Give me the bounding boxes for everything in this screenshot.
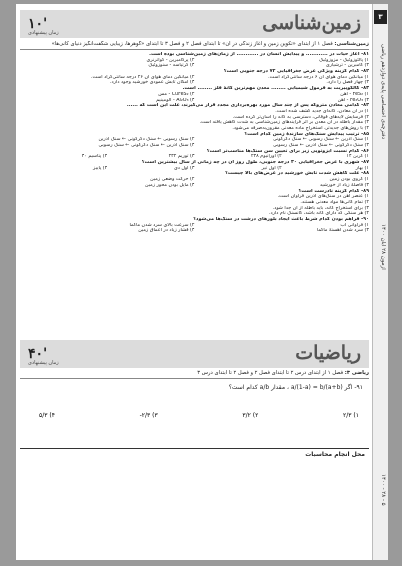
answer-option: ۲) اول تیر <box>261 165 282 171</box>
answer-option: ۱) کروی بودن زمین <box>329 177 369 183</box>
math-question-91 <box>20 382 369 442</box>
answer-option: ۴) Al₂O₃ - آلومینیم <box>156 97 195 103</box>
math-option-4: ۴) ۵/۳ <box>39 412 55 419</box>
question-stem: ۸۹- کدام گزینه نادرست است؟ <box>298 188 369 194</box>
answer-option: ۱) عنصر آهن در سنگ‌های آذرین فراوان است. <box>277 194 369 200</box>
answer-options-row <box>20 143 369 149</box>
answer-option: ۲) پرکامبرین - کواترنری <box>146 57 195 63</box>
answer-option: ۴) پاییز <box>93 165 108 171</box>
question-stem: ۸۱- آغاز حیات در ............ و پیدایش انسان در ............ از زمان‌های زمین‌شناسی بوده است. <box>149 52 369 57</box>
calculation-area-label: محل انجام محاسبات <box>305 451 365 458</box>
answer-option: ۳) مقدار باطله در آن معدن بر اثر فرآیندهای زمین‌شناسی به شدت کاهش یافته است. <box>199 120 369 126</box>
answer-option: ۲) حرکت وضعی زمین <box>150 177 195 183</box>
geology-title: زمین‌شناسی <box>262 12 361 34</box>
geology-topic-text: فصل ۱ از ابتدای «تکوین زمین و آغاز زندگی در آن» تا ابتدای فصل ۲ و فصل ۳ تا ابتدای «گوهرها، زیبایی شگفت‌انگیز دنیای کانی‌ها» <box>51 41 333 47</box>
page-number: ۳ <box>374 10 387 24</box>
answer-option: ۳) سرد شدن آهستۀ ماگما <box>316 228 369 234</box>
answer-option: ۴) مایل بودن محور زمین <box>145 182 195 188</box>
geology-time-caption: زمان پیشنهادی <box>28 30 59 36</box>
answer-option: ۱) سنگ آذرین ← سنگ رسوبی ← سنگ دگرگونی <box>272 137 369 143</box>
answer-option: ۲) تمام کانی‌ها مواد معدنی هستند. <box>300 199 369 205</box>
answer-option: ۳) برای استخراج کانه، باید باطله از آن جدا شود. <box>272 205 369 211</box>
answer-option: ۳) چهار فصل را دارد. <box>326 80 369 86</box>
answer-option: ۳) سنگ دگرگونی ← سنگ آذرین ← سنگ رسوبی <box>272 143 369 148</box>
answer-option: ۳) فاصلۀ زیاد از خورشید <box>319 182 369 188</box>
question-stem: ۹۰- فراهم بودن کدام شرط باعث ایجاد بلورهای درشت در سنگ‌ها می‌شود؟ <box>193 216 369 222</box>
answer-option: ۳) کامبرین - ترشیاری <box>325 63 369 69</box>
question-stem: ۸۲- کدام گزینه ویژگی عرض جغرافیایی ۷۲ درجه جنوبی است؟ <box>223 69 369 75</box>
calculation-area <box>20 448 369 555</box>
sidebar-vertical-text-2: آزمون ۲۸ آبان ۱۴۰۰ <box>380 224 386 270</box>
math-option-1: ۱) ۲/۳ <box>343 412 359 419</box>
answer-option: ۴) سنگ آذرین ← سنگ دگرگونی ← سنگ رسوبی <box>98 143 195 148</box>
answer-option: ۱) بهار <box>355 165 369 171</box>
answer-options-row <box>20 228 369 234</box>
answer-option: ۴) هر سنگی که دارای کانه باشد، کانسنگ نام دارد. <box>268 211 369 217</box>
answer-option: ۲) CuFeS₂ - مس <box>158 91 195 97</box>
math-topic <box>20 370 369 379</box>
answer-option: ۱) کربن ۱۴ <box>346 154 369 160</box>
math-title: ریاضیات <box>295 342 361 364</box>
question-stem: ۸۴- کدامی معادن متروکه پس از چند سال مورد بهره‌برداری مجدد قرار می‌گیرند، علت این است که ...... <box>126 103 369 109</box>
geology-topic <box>20 41 369 50</box>
question-stem: ۸۸- علت کاهش شدت تابش خورشید در عرض‌های بالا چیست؟ <box>225 171 369 177</box>
answer-option: ۳) Fe₂O₃ - آهن <box>337 97 369 103</box>
answer-option: ۱) فراوانی آب <box>340 222 369 228</box>
answer-option: ۲) فرسایش لایه‌های فوقانی، دسترسی به کانه را آسان‌تر کرده است. <box>232 114 369 120</box>
math-options <box>39 412 359 419</box>
answer-option: ۲) سرعت بالای سرد شدن ماگما <box>129 222 195 228</box>
geology-time-badge <box>28 13 59 36</box>
answer-option: ۱) در آن معادن، کانه‌ای جدید کشف شده است. <box>275 108 369 114</box>
answer-options-row <box>20 183 369 189</box>
answer-option: ۴) فشار زیاد در اعماق زمین <box>138 228 195 234</box>
answer-option: ۴) امکان تابش عمودی خورشید وجود دارد. <box>110 80 195 86</box>
answer-option: ۴) کرتیاسه - سنوزوئیک <box>148 63 195 69</box>
math-time-caption: زمان پیشنهادی <box>28 360 59 366</box>
math-option-3: ۳) ۲/۳- <box>139 412 158 419</box>
math-time-minutes: ۴۰' <box>28 346 48 362</box>
answer-option: ۳) توریم ۲۳۲ <box>168 154 195 160</box>
answer-option: ۴) پتاسیم ۴۰ <box>81 154 108 160</box>
sidebar-vertical-text: دفترچه‌ی اختصاصی پایه‌ی دوازدهم ریاضی <box>380 44 386 140</box>
math-option-2: ۲) ۳/۲ <box>242 412 259 419</box>
page-sidebar <box>372 4 388 560</box>
page-content <box>20 4 369 560</box>
answer-option: ۱) پالئوزوئیک - مزوزوئیک <box>319 57 369 63</box>
answer-option: ۲) میانگین دمای هوای آن ۲۶ درجه سانتی‌گراد است. <box>91 74 195 80</box>
question-stem: ۸۳- کالکوپیریت به فرمول شیمیایی ........ معدن مهم‌ترین کانۀ فلز ........ است. <box>182 86 369 92</box>
sidebar-code: ۱۴۰۰ - ۲۸ - ۵ <box>380 474 386 506</box>
math-time-badge <box>28 343 59 366</box>
geology-questions <box>20 52 369 234</box>
answer-option: ۲) اورانیوم ۲۳۸ <box>250 154 282 160</box>
math-topic-text: فصل ۱ از ابتدای درس ۲ تا ابتدای فصل ۲ و فصل ۲ تا ابتدای درس ۳ <box>197 370 344 376</box>
geology-time-minutes: ۱۰' <box>28 16 48 32</box>
answer-option: ۲) سنگ رسوبی ← سنگ دگرگونی ← سنگ آذرین <box>98 137 195 143</box>
geology-banner <box>20 10 369 38</box>
exam-page <box>16 4 388 560</box>
question-stem: ۸۵- ترتیب پیدایش سنگ‌های سازندۀ زمین کدام است؟ <box>244 131 369 137</box>
math-topic-label: ریاضی ۳: <box>344 370 369 376</box>
math-banner <box>20 340 369 368</box>
answer-option: ۴) با روش‌های جدیدتر، استخراج ماده معدنی مقرون‌به‌صرفه می‌شود. <box>232 125 369 131</box>
question-stem: ۸۶- کدام نسبت ایزوتوپی زیر برای تعیین سن سنگ‌ها مناسب‌تر است؟ <box>206 148 369 154</box>
answer-option: ۱) FeS₂ - آهن <box>340 91 369 97</box>
question-stem: ۸۷- شهری با عرض جغرافیایی ۳۰ درجه جنوبی، طول روز آن در چه زمانی از سال بیشترین است؟ <box>141 160 369 166</box>
answer-option: ۱) میانگین دمای هوای آن ۶ درجه سانتی‌گراد است. <box>268 74 369 80</box>
geology-topic-label: زمین‌شناسی: <box>334 41 369 47</box>
answer-option: ۳) اول دی <box>173 165 195 171</box>
math-question-stem: ۹۱- اگر a/(1-a) = b/(a+b) ، مقدار a/b کدام است؟ <box>228 384 363 391</box>
